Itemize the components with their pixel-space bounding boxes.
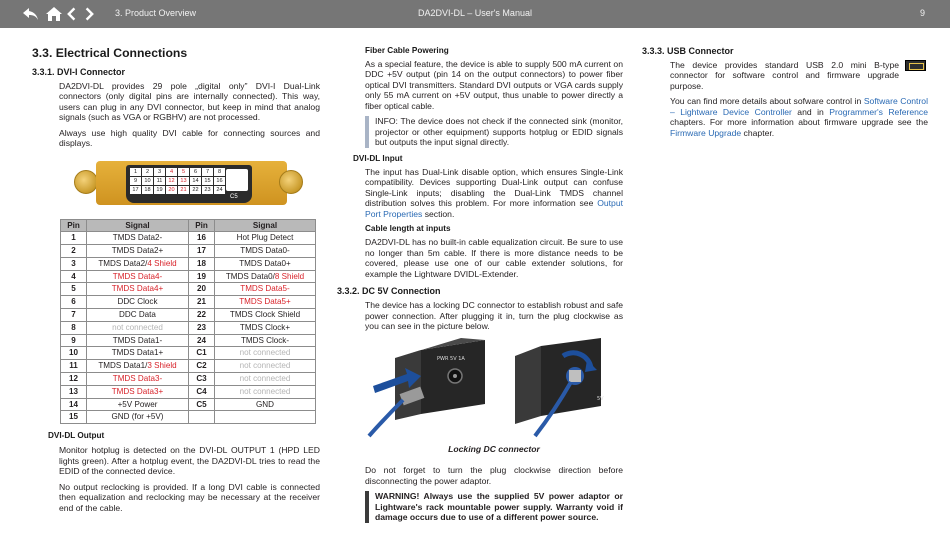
connector-pin: 22	[190, 186, 201, 194]
connector-pin: 7	[202, 168, 213, 176]
heading-dvi-input: DVI-DL Input	[353, 153, 403, 163]
dvi-connector-diagram	[74, 159, 309, 209]
table-row: 12 TMDS Data3- C3 not connected	[61, 373, 316, 386]
connector-pin: 11	[154, 177, 165, 185]
paragraph-cable: DA2DVI-DL has no built-in cable equalization circuit. Be sure to use no longer than 5m cable. If there is more distance needs to be covered, please use one of our cable extender solutions, for example the Lightware DVIDL-Extender.	[365, 237, 623, 279]
connector-screw-left	[74, 170, 98, 194]
connector-pin: 18	[142, 186, 153, 194]
top-bar	[0, 0, 950, 28]
connector-pin: 19	[154, 186, 165, 194]
table-header-signal: Signal	[87, 219, 189, 232]
connector-pin: 6	[190, 168, 201, 176]
breadcrumb-section[interactable]: 3. Product Overview	[115, 8, 197, 18]
connector-pin: 17	[130, 186, 141, 194]
photo-label-5v: 5V	[597, 395, 604, 402]
table-row: 2 TMDS Data2+ 17 TMDS Data0-	[61, 245, 316, 258]
heading-electrical-connections: 3.3. Electrical Connections	[32, 46, 188, 60]
connector-pin: 15	[202, 177, 213, 185]
table-row: 11 TMDS Data1/3 Shield C2 not connected	[61, 360, 316, 373]
connector-pin: 10	[142, 177, 153, 185]
paragraph-more-info: You can find more details about sofware control in Software Control – Lightware Device Controller and in Programmer's Reference chapters. For more information about firmware upgrade see the Firmware Upgrade chapter.	[670, 96, 928, 138]
connector-pin: 24	[214, 186, 225, 194]
connector-pin: 12	[166, 177, 177, 185]
table-row: 7 DDC Data 22 TMDS Clock Shield	[61, 309, 316, 322]
heading-usb-connector: 3.3.3. USB Connector	[642, 46, 734, 56]
paragraph-output-2: No output reclocking is provided. If a long DVI cable is connected then equalization and reclocking may be necessary at the receiver end of the cable.	[59, 481, 320, 513]
paragraph-dvi-1: DA2DVI-DL provides 29 pole „digital only” DVI-I Dual-Link connectors (only digital pins are internally connected). This way, users can plug in any DVI connector, but keep in mind that analog signals (such as VGA or RGBHV) are not processed.	[59, 80, 320, 123]
dc-connector-illustration	[365, 338, 623, 438]
connector-pin: 23	[202, 186, 213, 194]
paragraph-usb: The device provides standard USB 2.0 mini B-type connector for software control and firmware upgrade purpose.	[670, 60, 928, 91]
table-row: 10 TMDS Data1+ C1 not connected	[61, 347, 316, 360]
photo-label-pwr: PWR 5V 1A	[437, 355, 465, 362]
connector-pin: 5	[178, 168, 189, 176]
column-left	[32, 40, 320, 518]
connector-pin: 16	[214, 177, 225, 185]
connector-c5-label: C5	[230, 193, 238, 200]
usb-connector-icon	[905, 60, 926, 71]
connector-pin: 1	[130, 168, 141, 176]
connector-pin: 3	[154, 168, 165, 176]
info-box: INFO: The device does not check if the connected sink (monitor, projector or other equipment) supports hotplug or EDID signals but outputs the input signal directly.	[365, 116, 623, 147]
table-row: 13 TMDS Data3+ C4 not connected	[61, 385, 316, 398]
table-row: 4 TMDS Data4- 19 TMDS Data0/8 Shield	[61, 270, 316, 283]
table-row: 6 DDC Clock 21 TMDS Data5+	[61, 296, 316, 309]
connector-pin: 8	[214, 168, 225, 176]
heading-cable-length: Cable length at inputs	[365, 224, 451, 234]
table-header-signal: Signal	[215, 219, 316, 232]
pin-table	[60, 219, 316, 424]
heading-dvi-connector: 3.3.1. DVI-I Connector	[32, 66, 126, 77]
paragraph-dc-2: Do not forget to turn the plug clockwise direction before disconnecting the power adaptor.	[365, 465, 623, 486]
table-row: 9 TMDS Data1- 24 TMDS Clock-	[61, 334, 316, 347]
table-row: 14 +5V Power C5 GND	[61, 398, 316, 411]
connector-pin: 2	[142, 168, 153, 176]
paragraph-dc: The device has a locking DC connector to establish robust and safe power connection. After plugging it in, turn the plug clockwise as you can see in the picture below.	[365, 300, 623, 332]
table-row: 15 GND (for +5V)	[61, 411, 316, 424]
column-middle	[337, 46, 623, 523]
paragraph-fiber: As a special feature, the device is able to supply 500 mA current on DDC +5V output (pin 14 on the output connectors) to power fiber optical DVI transmitters. Standard DVI outputs or VGA cards supply only 55 mA current on +5V output, thus unable to power directly a fiber optical cable.	[365, 59, 623, 111]
column-right	[642, 46, 928, 143]
table-row: 3 TMDS Data2/4 Shield 18 TMDS Data0+	[61, 257, 316, 270]
table-row: 5 TMDS Data4+ 20 TMDS Data5-	[61, 283, 316, 296]
connector-pin-grid	[130, 168, 225, 194]
table-row: 8 not connected 23 TMDS Clock+	[61, 321, 316, 334]
heading-fiber-powering: Fiber Cable Powering	[365, 46, 449, 55]
connector-pin: 4	[166, 168, 177, 176]
table-row: 1 TMDS Data2- 16 Hot Plug Detect	[61, 232, 316, 245]
connector-screw-right	[279, 170, 303, 194]
connector-c5-area	[226, 169, 248, 191]
paragraph-dvi-2: Always use high quality DVI cable for connecting sources and displays.	[59, 127, 320, 149]
document-title: DA2DVI-DL – User's Manual	[418, 8, 532, 18]
heading-dvi-output: DVI-DL Output	[48, 431, 105, 441]
link-software-control[interactable]: Software Control – Lightware Device Controller	[670, 96, 928, 117]
connector-pin: 21	[178, 186, 189, 194]
connector-pin: 13	[178, 177, 189, 185]
figure-caption: Locking DC connector	[448, 443, 540, 454]
heading-dc-connection: 3.3.2. DC 5V Connection	[337, 286, 441, 297]
connector-pin: 14	[190, 177, 201, 185]
page-number: 9	[919, 8, 925, 18]
connector-pin: 20	[166, 186, 177, 194]
table-header-pin: Pin	[189, 219, 215, 232]
link-firmware-upgrade[interactable]: Firmware Upgrade	[670, 127, 742, 138]
dc-connector-photos	[365, 338, 623, 438]
warning-box: WARNING! Always use the supplied 5V power adaptor or Lightware's rack mountable power supply. Warranty void if damage occurs due to use of a different power source.	[365, 491, 623, 522]
paragraph-output-1: Monitor hotplug is detected on the DVI-DL OUTPUT 1 (HPD LED lights green). After a hotplug event, the DA2DVI-DL tries to read the EDID of the connected device.	[59, 445, 320, 477]
paragraph-input: The input has Dual-Link disable option, which ensures Single-Link compatibility. Devices supporting Dual-Link output can confuse Single-Link inputs; disabling the Dual-Link TMDS channel distribution solves this problem. For more information see Output Port Properties section.	[365, 166, 623, 219]
connector-pin: 9	[130, 177, 141, 185]
table-header-pin: Pin	[61, 219, 87, 232]
link-output-port-properties[interactable]: Output Port Properties	[365, 198, 623, 219]
link-programmers-reference[interactable]: Programmer's Reference	[829, 106, 928, 117]
